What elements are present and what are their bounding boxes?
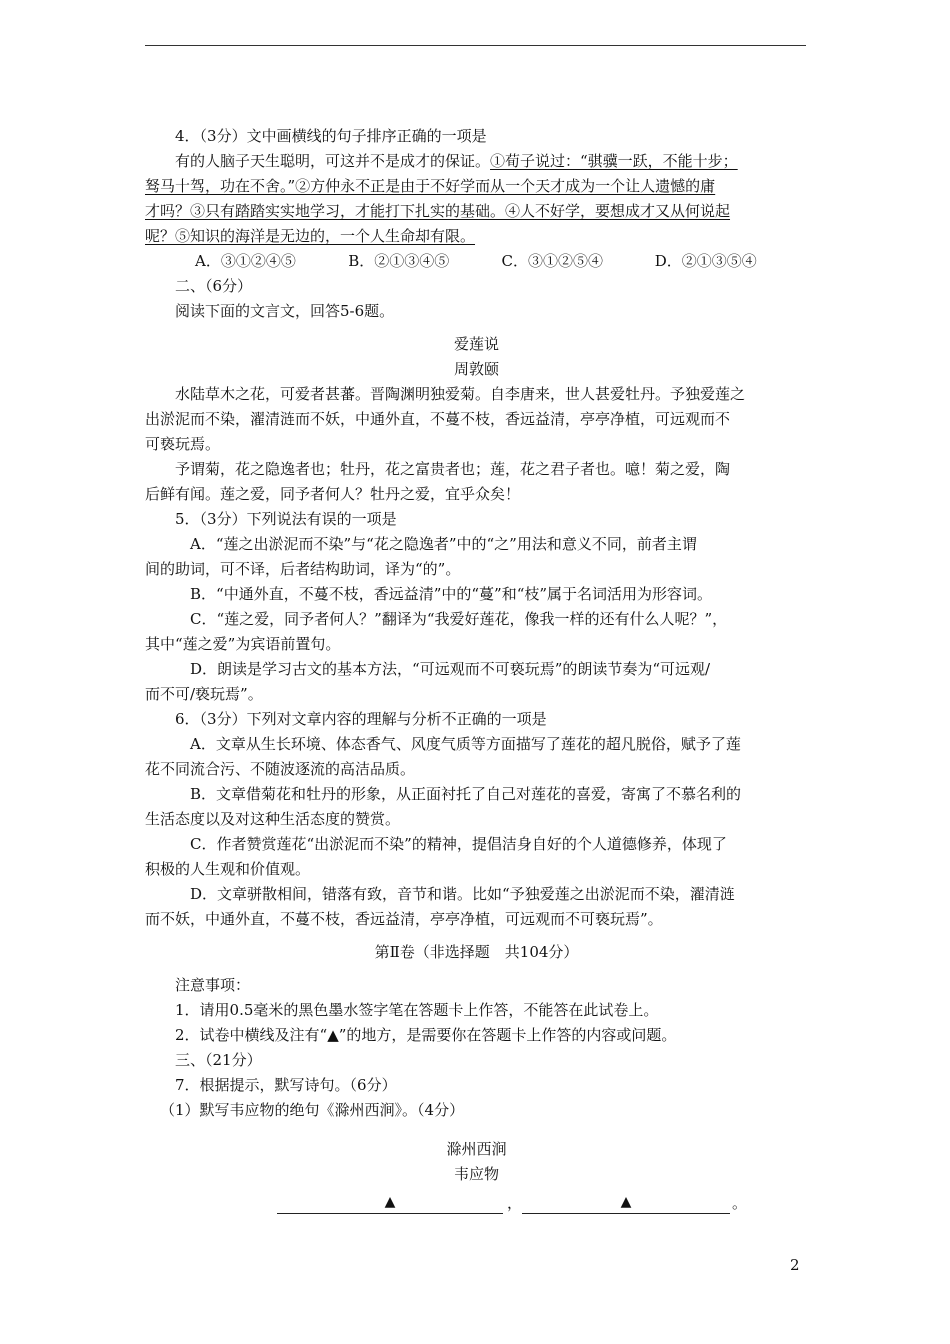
q5-option-a-cont: 间的助词，可不译，后者结构助词，译为“的”。 [145,560,461,578]
q5-option-c: C．“莲之爱，同予者何人？”翻译为“我爱好莲花，像我一样的还有什么人呢？”， [190,610,728,628]
exam-page [145,124,808,1221]
answer-blank-2[interactable]: ▲ [522,1191,730,1214]
essay-title: 爱莲说 [453,335,499,353]
q4-passage-underlined: ①荀子说过：“骐骥一跃，不能十步； [490,152,738,170]
q6-stem: 6．（3分）下列对文章内容的理解与分析不正确的一项是 [175,710,547,728]
q4-option-d: D．②①③⑤④ [654,252,757,270]
part2-title: 第Ⅱ卷（非选择题 共104分） [374,943,579,961]
notes-heading: 注意事项： [175,976,251,994]
essay-para2-line: 予谓菊，花之隐逸者也；牡丹，花之富贵者也；莲，花之君子者也。噫！菊之爱，陶 [175,460,731,478]
comma-punct: ， [507,1194,523,1212]
q4-options [145,249,808,274]
note-2: 2．试卷中横线及注有“▲”的地方，是需要你在答题卡上作答的内容或问题。 [175,1026,677,1044]
header-rule [145,45,806,46]
note-1: 1．请用0.5毫米的黑色墨水签字笔在答题卡上作答，不能答在此试卷上。 [175,1001,659,1019]
period-punct: 。 [732,1194,748,1212]
q5-option-a: A．“莲之出淤泥而不染”与“花之隐逸者”中的“之”用法和意义不同，前者主谓 [190,535,697,553]
q6-option-b-cont: 生活态度以及对这种生活态度的赞赏。 [145,810,401,828]
q4-passage-line [145,174,808,199]
section3-heading: 三、（21分） [175,1051,262,1069]
q4-passage-line [145,199,808,224]
essay-para1-line: 水陆草木之花，可爱者甚蕃。晋陶渊明独爱菊。自李唐来，世人甚爱牡丹。予独爱莲之 [175,385,746,403]
q4-passage-plain: 有的人脑子天生聪明，可这并不是成才的保证。 [175,152,491,170]
q6-option-a: A．文章从生长环境、体态香气、风度气质等方面描写了莲花的超凡脱俗，赋予了莲 [190,735,741,753]
poem-author: 韦应物 [453,1165,499,1183]
q4-option-a: A．③①②④⑤ [195,252,296,270]
answer-blank-1[interactable]: ▲ [277,1191,503,1214]
q7-stem: 7．根据提示，默写诗句。（6分） [175,1076,397,1094]
q6-option-d-cont: 而不妖，中通外直，不蔓不枝，香远益清，亭亭净植，可远观而不可亵玩焉”。 [145,910,663,928]
q6-option-b: B．文章借菊花和牡丹的形象，从正面衬托了自己对莲花的喜爱，寄寓了不慕名利的 [190,785,742,803]
q5-option-d: D．朗读是学习古文的基本方法，“可远观而不可亵玩焉”的朗读节奏为“可远观/ [190,660,711,678]
essay-author: 周敦颐 [453,360,499,378]
q4-passage-underlined: 驽马十驾，功在不舍。”②方仲永不正是由于不好学而从一个天才成为一个让人遗憾的庸 [145,177,716,195]
q7-sub1: （1）默写韦应物的绝句《滁州西涧》。（4分） [160,1101,465,1119]
section2-heading: 二、（6分） [175,277,253,295]
essay-para1-line: 出淤泥而不染，濯清涟而不妖，中通外直，不蔓不枝，香远益清，亭亭净植，可远观而不 [145,410,731,428]
q5-option-b: B．“中通外直，不蔓不枝，香远益清”中的“蔓”和“枝”属于名词活用为形容词。 [190,585,713,603]
page-number: 2 [790,1256,800,1274]
poem-title: 滁州西涧 [446,1140,507,1158]
q4-passage-underlined: 才吗？③只有踏踏实实地学习，才能打下扎实的基础。④人不好学，要想成才又从何说起 [145,202,731,220]
q4-option-c: C．③①②⑤④ [501,252,603,270]
poem-answer-row [145,1191,808,1221]
q6-option-c-cont: 积极的人生观和价值观。 [145,860,311,878]
q6-option-a-cont: 花不同流合污、不随波逐流的高洁品质。 [145,760,416,778]
q5-option-d-cont: 而不可/亵玩焉”。 [145,685,263,703]
q5-option-c-cont: 其中“莲之爱”为宾语前置句。 [145,635,341,653]
q5-stem: 5．（3分）下列说法有误的一项是 [175,510,397,528]
q4-stem: 4．（3分）文中画横线的句子排序正确的一项是 [175,127,487,145]
section2-intro: 阅读下面的文言文，回答5-6题。 [175,302,395,320]
q4-passage-line [145,224,808,249]
q6-option-c: C．作者赞赏莲花“出淤泥而不染”的精神，提倡洁身自好的个人道德修养，体现了 [190,835,727,853]
q4-option-b: B．②①③④⑤ [348,252,450,270]
essay-para2-line: 后鲜有闻。莲之爱，同予者何人？牡丹之爱，宜乎众矣！ [145,485,521,503]
q6-option-d: D．文章骈散相间，错落有致，音节和谐。比如“予独爱莲之出淤泥而不染，濯清涟 [190,885,735,903]
essay-para1-line: 可亵玩焉。 [145,435,221,453]
q4-passage-underlined: 呢？⑤知识的海洋是无边的，一个人生命却有限。 [145,227,476,245]
q4-passage-line [145,149,808,174]
